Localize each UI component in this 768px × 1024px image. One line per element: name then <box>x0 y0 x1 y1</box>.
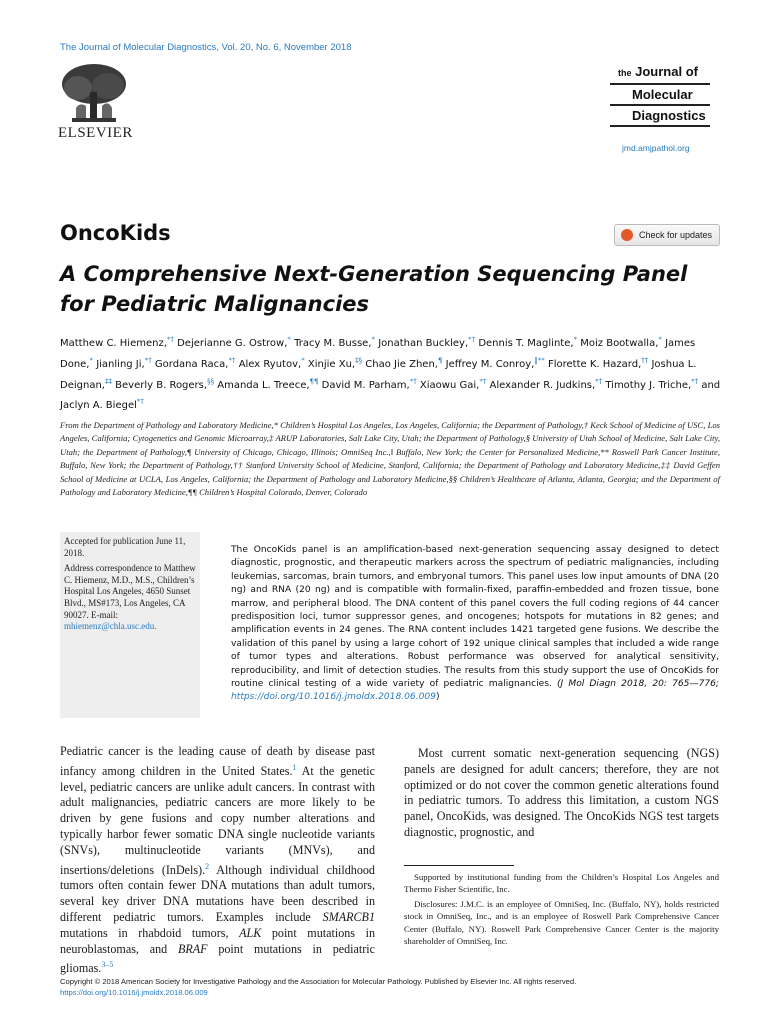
author-affiliation-marker[interactable]: ¶¶ <box>309 377 319 386</box>
body-text: At the genetic level, pediatric cancers are unlike adult cancers. In contrast with adult malignancies, pediatric cancers are more likely to be driven by gene fusions and copy number alterations and typically harbor fewer somatic DNA single nucleotide variants (SNVs), multinucleotide variants (MNVs), and insertions/deletions (InDels). <box>60 763 375 877</box>
journal-logo <box>610 62 710 127</box>
author-name: Alexander R. Judkins, <box>489 379 596 391</box>
author-name: Jianling Ji, <box>96 358 145 370</box>
article-info-sidebar <box>60 532 200 718</box>
author-name: Dennis T. Maglinte, <box>478 338 574 350</box>
author-name: Dejerianne G. Ostrow, <box>177 338 288 350</box>
author-name: Moiz Bootwalla, <box>580 338 659 350</box>
author-name: Amanda L. Treece, <box>217 379 310 391</box>
abstract-close-paren: ) <box>435 692 440 703</box>
author-affiliation-marker[interactable]: *† <box>144 356 152 365</box>
author <box>321 377 417 391</box>
author <box>580 338 662 349</box>
author-name: Jonathan Buckley, <box>378 338 469 350</box>
author-affiliation-marker[interactable]: *† <box>228 356 236 365</box>
author-name: Beverly B. Rogers, <box>115 379 208 391</box>
body-text: point mutations in neuroblastomas, and <box>60 925 375 956</box>
author-name: Matthew C. Hiemenz, <box>60 338 167 350</box>
body-text: point mutations in pediatric gliomas. <box>60 941 375 976</box>
reference-link[interactable]: 3–5 <box>101 960 114 970</box>
correspondence-email-link[interactable]: mhiemenz@chla.usc.edu. <box>64 621 157 632</box>
disclosures-note: Disclosures: J.M.C. is an employee of OmniSeq, Inc. (Buffalo, NY), holds restricted stock in OmniSeq, Inc., and is an employee of Roswell Park Comprehensive Cancer Center (Buffalo, NY). Roswell Park Comprehensive Cancer Center is the majority shareholder of OmniSeq, Inc. <box>404 898 719 947</box>
journal-citation-line[interactable]: The Journal of Molecular Diagnostics, Vol. 20, No. 6, November 2018 <box>60 42 352 53</box>
author-affiliation-marker[interactable]: *† <box>595 377 603 386</box>
author-affiliation-marker[interactable]: * <box>658 336 662 344</box>
page-footer <box>60 976 720 998</box>
author <box>294 338 375 349</box>
author-name: David M. Parham, <box>321 379 410 391</box>
body-text: mutations in rhabdoid tumors, <box>60 925 240 940</box>
author-name: Timothy J. Triche, <box>605 379 692 391</box>
author <box>547 356 649 370</box>
author-affiliation-marker[interactable]: * <box>371 336 375 344</box>
check-updates-label: Check for updates <box>639 230 713 240</box>
author-name: and Jaclyn A. Biegel <box>60 379 721 412</box>
author <box>238 356 305 370</box>
author-affiliation-marker[interactable]: *† <box>479 377 487 386</box>
abstract <box>231 544 719 705</box>
reference-link[interactable]: 2 <box>205 861 210 871</box>
author-affiliation-marker[interactable]: ¶ <box>437 356 443 365</box>
author-affiliation-marker[interactable]: * <box>573 336 578 344</box>
body-text: Although individual childhood tumors often contain fewer DNA mutations than adult tumors, several key driver DNA mutations have been described in different pediatric tumors. Examples include <box>60 862 375 925</box>
author-name: Alex Ryutov, <box>238 358 302 370</box>
section-heading: OncoKids <box>60 221 171 245</box>
author <box>605 377 699 391</box>
check-updates-button[interactable] <box>614 224 720 246</box>
accepted-date: Accepted for publication June 11, 2018. <box>64 536 186 558</box>
journal-logo-word2: Molecular <box>632 87 693 102</box>
author-name: Tracy M. Busse, <box>294 338 372 350</box>
journal-logo-word3: Diagnostics <box>632 108 706 123</box>
body-column-right: Most current somatic next-generation sequencing (NGS) panels are designed for adult cancers; therefore, they are not optimized or do not cover the common genetic alterations found in pediatric tumors. To address this limitation, a custom NGS panel, OncoKids, was designed. The OncoKids NGS test targets diagnostic, prognostic, and <box>404 746 719 839</box>
check-updates-icon <box>621 229 633 241</box>
author <box>365 356 443 370</box>
author-affiliation-marker[interactable]: * <box>89 356 93 365</box>
footer-doi-link[interactable]: https://doi.org/10.1016/j.jmoldx.2018.06.009 <box>60 988 208 997</box>
author-affiliation-marker[interactable]: *† <box>166 336 174 344</box>
author <box>177 338 291 349</box>
gene-name: ALK <box>239 925 262 940</box>
abstract-citation: (J Mol Diagn 2018, 20: 765—776; <box>556 679 719 690</box>
funding-note: Supported by institutional funding from the Children’s Hospital Los Angeles and Thermo Fisher Scientific, Inc. <box>404 872 719 895</box>
footnotes <box>404 871 719 949</box>
author-affiliation-marker[interactable]: *† <box>409 377 417 386</box>
article-title: A Comprehensive Next-Generation Sequencing Panel for Pediatric Malignancies <box>60 262 688 316</box>
body-text: Pediatric cancer is the leading cause of death by disease past infancy among children in the United States. <box>60 744 375 778</box>
author-affiliation-marker[interactable]: §§ <box>207 377 215 386</box>
author <box>217 377 319 391</box>
journal-url-link[interactable]: jmd.amjpathol.org <box>622 143 690 153</box>
author <box>419 377 487 391</box>
abstract-text: The OncoKids panel is an amplification-based next-generation sequencing assay designed to detect diagnostic, prognostic, and therapeutic markers across the spectrum of pediatric malignancies, including leukemias, sarcomas, brain tumors, and embryonal tumors. This panel uses low input amounts of DNA (20 ng) and RNA (20 ng) and is compatible with formalin-fixed, paraffin-embedded and frozen tissue, bone marrow, and peripheral blood. The DNA content of this panel covers the full coding regions of 44 cancer predisposition loci, tumor suppressor genes, and oncogenes; hotspots for mutations in 82 genes; and amplification events in 24 genes. The RNA content includes 1421 targeted gene fusions. We describe the validation of this panel by using a large cohort of 192 unique clinical samples that included a wide range of tumor types and alterations. Robust performance was observed for analytical sensitivity, reproducibility, and limit of detection studies. The results from this study support the use of OncoKids for routine clinical testing of a wide variety of pediatric malignancies. <box>231 545 719 690</box>
author-name: Xinjie Xu, <box>307 358 356 370</box>
abstract-doi-link[interactable]: https://doi.org/10.1016/j.jmoldx.2018.06.009 <box>231 692 436 703</box>
gene-name: SMARCB1 <box>322 910 375 925</box>
author <box>445 356 545 370</box>
author-affiliation-marker[interactable]: ‖** <box>534 356 545 365</box>
author-name: James Done, <box>60 338 696 370</box>
correspondence-address: Address correspondence to Matthew C. Hiemenz, M.D., M.S., Children’s Hospital Los Angeles, 4650 Sunset Blvd., MS#173, Los Angeles, CA 90027. E-mail: <box>64 563 196 620</box>
author <box>307 356 363 370</box>
journal-logo-word1: Journal of <box>635 64 698 79</box>
author-name: Joshua L. Deignan, <box>60 358 697 391</box>
author <box>478 338 577 349</box>
author-list <box>60 332 725 415</box>
author-affiliation-marker[interactable]: ‡§ <box>355 356 363 365</box>
author-name: Gordana Raca, <box>154 358 229 370</box>
copyright: Copyright © 2018 American Society for Investigative Pathology and the Association for Molecular Pathology. Published by Elsevier Inc. All rights reserved. <box>60 977 577 986</box>
footnote-divider <box>404 865 514 866</box>
author-affiliation-marker[interactable]: *† <box>136 397 144 406</box>
author <box>378 338 475 349</box>
publisher-name: ELSEVIER <box>58 125 133 141</box>
author-name: Chao Jie Zhen, <box>365 358 438 370</box>
reference-link[interactable]: 1 <box>292 762 297 772</box>
author-affiliation-marker[interactable]: †† <box>641 356 649 365</box>
author-affiliation-marker[interactable]: * <box>301 356 305 365</box>
author-affiliation-marker[interactable]: *† <box>468 336 476 344</box>
author <box>154 356 236 370</box>
author-affiliation-marker[interactable]: * <box>287 336 291 344</box>
gene-name: BRAF <box>177 941 208 956</box>
author-name: Jeffrey M. Conroy, <box>445 358 535 370</box>
author-name: Xiaowu Gai, <box>419 379 480 391</box>
author <box>115 377 215 391</box>
author-affiliation-marker[interactable]: *† <box>691 377 699 386</box>
body-column-left <box>60 744 375 977</box>
author-affiliation-marker[interactable]: ‡‡ <box>104 377 112 386</box>
affiliations: From the Department of Pathology and Laboratory Medicine,* Children’s Hospital Los Angeles, Los Angeles, California; the Department of Pathology,† Keck School of Medicine of USC, Los Angeles, California; Cytogenetics and Genomic Microarray,‡ ARUP Laboratories, Salt Lake City, Utah; the Department of Pathology,§ University of Utah School of Medicine, Salt Lake City, Utah; the Department of Pathology,¶ University of Chicago, Chicago, Illinois; OmniSeq Inc.,‖ Buffalo, New York; the Center for Personalized Medicine,** Roswell Park Cancer Institute, Buffalo, New York; the Department of Pathology,†† Stanford University School of Medicine, Stanford, California; the Department of Pathology and Laboratory Medicine,‡‡ David Geffen School of Medicine at UCLA, Los Angeles, California; the Department of Pathology and Laboratory Medicine,§§ Children’s Healthcare of Atlanta, Atlanta, Georgia; and the Department of Pathology and Laboratory Medicine,¶¶ Children’s Hospital Colorado, Denver, Colorado <box>60 420 720 498</box>
author <box>60 338 174 349</box>
author <box>489 377 603 391</box>
author <box>96 356 152 370</box>
elsevier-tree-logo <box>58 62 130 124</box>
author-name: Florette K. Hazard, <box>547 358 642 370</box>
journal-logo-the: the <box>618 68 632 78</box>
